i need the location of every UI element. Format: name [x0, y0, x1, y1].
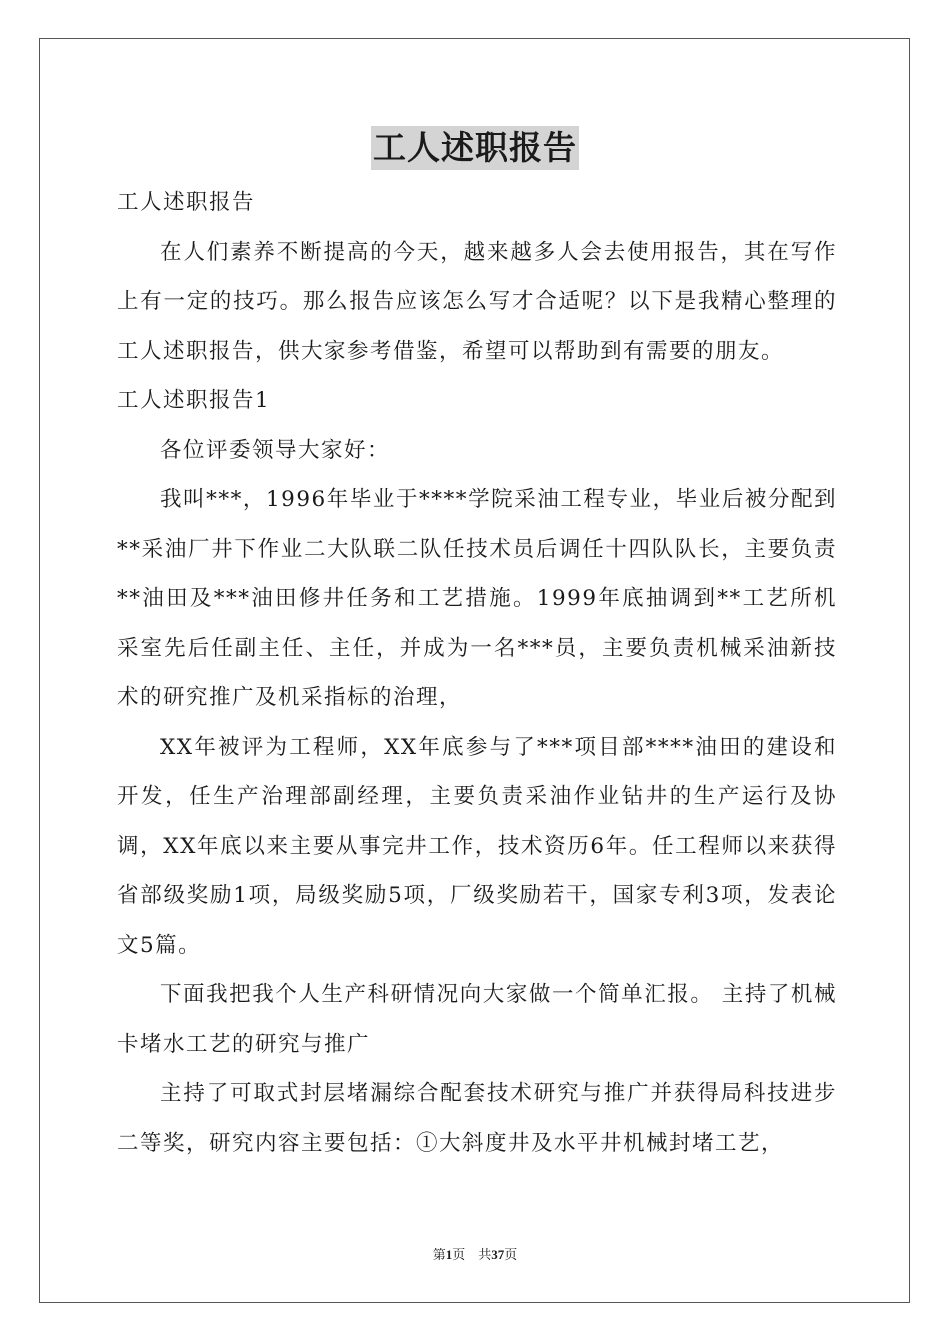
section-heading: 工人述职报告1	[117, 388, 271, 413]
background-paragraph: 我叫***，1996年毕业于****学院采油工程专业，毕业后被分配到**采油厂井下作业二大队联二队任技术员后调任十四队队长，主要负责**油田及***油田修井任务和工艺措施。1999年底抽调到**工艺所机采室先后任副主任、主任，并成为一名***员，主要负责机械采油新技术的研究推广及机采指标的治理，	[117, 487, 837, 710]
total-pages: 37	[491, 1247, 505, 1262]
document-title: 工人述职报告	[371, 126, 579, 170]
page-suffix: 页	[452, 1247, 466, 1262]
page-number: 1	[445, 1247, 453, 1262]
intro-paragraph: 在人们素养不断提高的今天，越来越多人会去使用报告，其在写作上有一定的技巧。那么报告应该怎么写才合适呢？以下是我精心整理的工人述职报告，供大家参考借鉴，希望可以帮助到有需要的朋友。	[117, 239, 837, 364]
report-intro-paragraph: 下面我把我个人生产科研情况向大家做一个简单汇报。 主持了机械卡堵水工艺的研究与推广	[117, 982, 837, 1057]
title-container	[0, 126, 950, 170]
total-prefix: 共	[478, 1247, 492, 1262]
total-suffix: 页	[504, 1247, 518, 1262]
subtitle-paragraph: 工人述职报告	[117, 190, 256, 215]
page-prefix: 第	[432, 1247, 446, 1262]
research-paragraph: 主持了可取式封层堵漏综合配套技术研究与推广并获得局科技进步二等奖，研究内容主要包括：①大斜度井及水平井机械封堵工艺，	[117, 1081, 837, 1156]
career-paragraph: XX年被评为工程师，XX年底参与了***项目部****油田的建设和开发，任生产治理部副经理，主要负责采油作业钻井的生产运行及协调，XX年底以来主要从事完井工作，技术资历6年。任工程师以来获得省部级奖励1项，局级奖励5项，厂级奖励若干，国家专利3项，发表论文5篇。	[117, 734, 837, 958]
greeting-paragraph: 各位评委领导大家好：	[160, 437, 391, 463]
page-footer	[0, 1246, 950, 1264]
document-body	[117, 178, 837, 1168]
